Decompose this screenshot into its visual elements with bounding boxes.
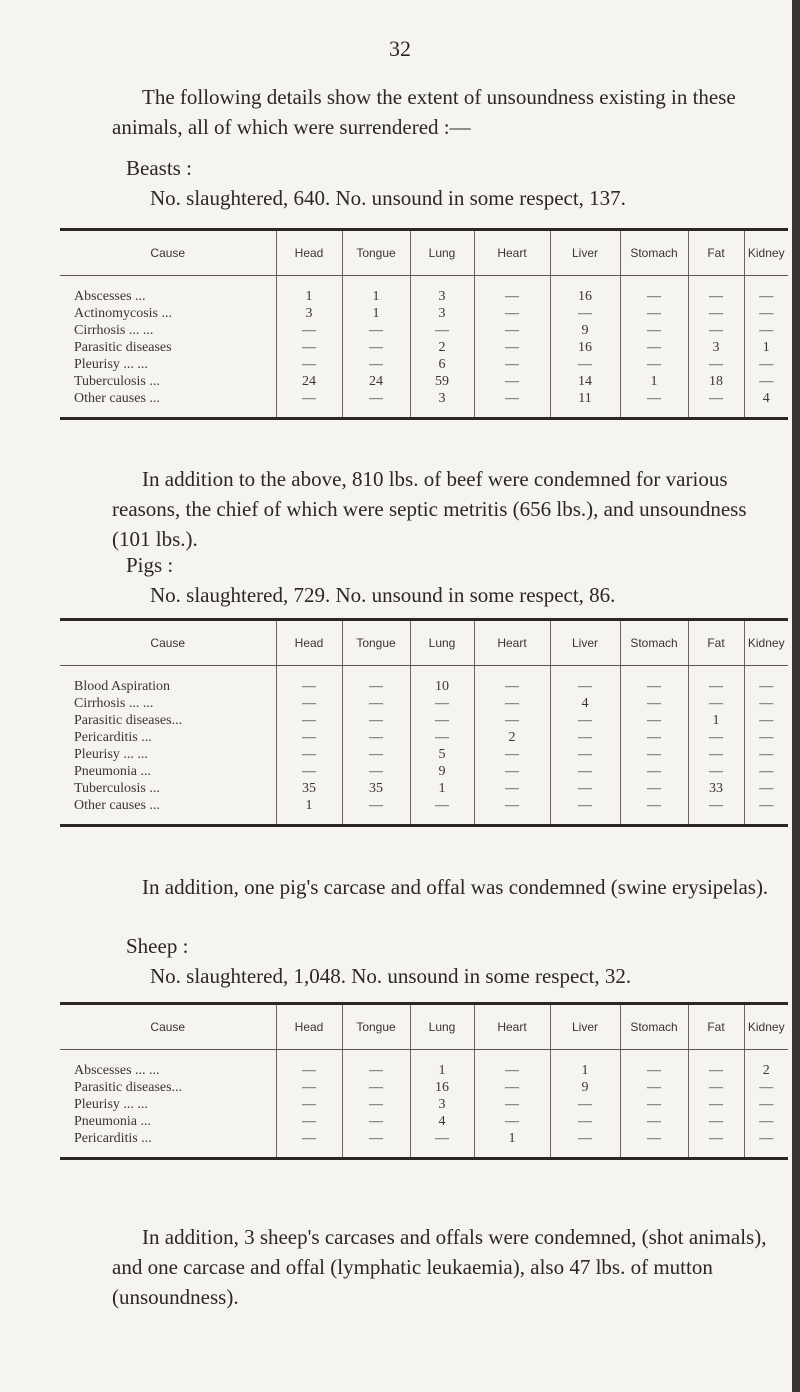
value-cell: — — [474, 712, 550, 729]
value-cell: 2 — [744, 1050, 788, 1080]
cause-cell: Pneumonia ... — [74, 764, 151, 779]
value-cell: — — [688, 695, 744, 712]
value-cell: — — [688, 1050, 744, 1080]
beasts-note: In addition to the above, 810 lbs. of beef were condemned for various reasons, the chief of which were septic metritis (656 lbs.), and unsoundness (101 lbs.). — [112, 467, 747, 551]
value-cell: — — [688, 797, 744, 826]
pigs-stats: No. slaughtered, 729. No. unsound in some respect, 86. — [150, 583, 616, 607]
table-row — [60, 712, 788, 729]
pigs-heading: Pigs : — [126, 553, 174, 577]
value-cell: 59 — [410, 373, 474, 390]
column-header: Fat — [688, 1004, 744, 1050]
value-cell: — — [276, 729, 342, 746]
table-row — [60, 1113, 788, 1130]
column-header: Tongue — [342, 230, 410, 276]
value-cell: 3 — [410, 305, 474, 322]
value-cell: 3 — [410, 276, 474, 306]
column-header: Liver — [550, 230, 620, 276]
table-row — [60, 373, 788, 390]
value-cell: — — [474, 797, 550, 826]
value-cell: — — [744, 712, 788, 729]
column-header: Tongue — [342, 620, 410, 666]
value-cell: — — [474, 1096, 550, 1113]
value-cell: 3 — [276, 305, 342, 322]
value-cell: 9 — [550, 322, 620, 339]
sheep-stats: No. slaughtered, 1,048. No. unsound in some respect, 32. — [150, 964, 632, 988]
value-cell: — — [744, 746, 788, 763]
value-cell: — — [620, 746, 688, 763]
value-cell: 16 — [410, 1079, 474, 1096]
value-cell: 16 — [550, 339, 620, 356]
value-cell: 1 — [342, 276, 410, 306]
value-cell: 1 — [410, 1050, 474, 1080]
value-cell: — — [474, 276, 550, 306]
value-cell: — — [276, 390, 342, 419]
value-cell: 1 — [550, 1050, 620, 1080]
table-row — [60, 305, 788, 322]
value-cell: 4 — [410, 1113, 474, 1130]
value-cell: — — [550, 797, 620, 826]
value-cell: — — [688, 763, 744, 780]
value-cell: 1 — [744, 339, 788, 356]
value-cell: — — [474, 1079, 550, 1096]
value-cell: — — [744, 356, 788, 373]
sheep-note: In addition, 3 sheep's carcases and offals were condemned, (shot animals), and one carcase and offal (lymphatic leukaemia), also 47 lbs. of mutton (unsoundness). — [112, 1225, 767, 1309]
value-cell: — — [688, 276, 744, 306]
column-header: Head — [276, 620, 342, 666]
table-row — [60, 356, 788, 373]
column-header: Lung — [410, 1004, 474, 1050]
value-cell: — — [688, 1096, 744, 1113]
column-header: Liver — [550, 1004, 620, 1050]
beasts-table — [60, 228, 788, 420]
value-cell: 24 — [342, 373, 410, 390]
value-cell: — — [550, 1113, 620, 1130]
column-header: Stomach — [620, 230, 688, 276]
value-cell: — — [620, 763, 688, 780]
value-cell: — — [474, 695, 550, 712]
value-cell: — — [744, 373, 788, 390]
value-cell: — — [474, 1113, 550, 1130]
sheep-heading: Sheep : — [126, 934, 189, 958]
value-cell: — — [688, 1079, 744, 1096]
value-cell: — — [276, 322, 342, 339]
column-header: Head — [276, 230, 342, 276]
table-row — [60, 322, 788, 339]
value-cell: — — [276, 339, 342, 356]
value-cell: 3 — [410, 1096, 474, 1113]
value-cell: — — [276, 763, 342, 780]
cause-cell: Parasitic diseases... — [74, 1080, 183, 1095]
value-cell: — — [342, 322, 410, 339]
beasts-heading: Beasts : — [126, 156, 192, 180]
value-cell: 3 — [688, 339, 744, 356]
value-cell: — — [744, 305, 788, 322]
value-cell: — — [550, 1096, 620, 1113]
value-cell: 4 — [744, 390, 788, 419]
table-row — [60, 1096, 788, 1113]
table-row — [60, 339, 788, 356]
value-cell: 6 — [410, 356, 474, 373]
value-cell: 1 — [410, 780, 474, 797]
value-cell: — — [276, 1096, 342, 1113]
table-row — [60, 1079, 788, 1096]
value-cell: — — [410, 729, 474, 746]
value-cell: — — [342, 390, 410, 419]
value-cell: — — [620, 322, 688, 339]
value-cell: 1 — [474, 1130, 550, 1159]
value-cell: 1 — [342, 305, 410, 322]
value-cell: — — [744, 1079, 788, 1096]
column-header: Lung — [410, 620, 474, 666]
value-cell: — — [744, 1130, 788, 1159]
value-cell: — — [342, 746, 410, 763]
value-cell: — — [276, 666, 342, 696]
cause-cell: Tuberculosis ... — [74, 374, 160, 389]
table-row — [60, 390, 788, 419]
value-cell: — — [342, 1050, 410, 1080]
value-cell: — — [410, 712, 474, 729]
value-cell: — — [620, 1096, 688, 1113]
column-header: Tongue — [342, 1004, 410, 1050]
value-cell: — — [550, 763, 620, 780]
column-header: Kidney — [744, 230, 788, 276]
table-row — [60, 729, 788, 746]
value-cell: — — [276, 1079, 342, 1096]
value-cell: — — [474, 666, 550, 696]
value-cell: — — [276, 695, 342, 712]
table-row — [60, 695, 788, 712]
pigs-note: In addition, one pig's carcase and offal was condemned (swine erysipelas). — [142, 875, 769, 899]
column-header: Heart — [474, 620, 550, 666]
cause-cell: Blood Aspiration — [74, 679, 171, 694]
column-header: Fat — [688, 230, 744, 276]
column-header: Kidney — [744, 620, 788, 666]
cause-cell: Pericarditis ... — [74, 1131, 152, 1146]
value-cell: — — [342, 356, 410, 373]
value-cell: — — [688, 356, 744, 373]
column-header: Stomach — [620, 620, 688, 666]
value-cell: — — [688, 322, 744, 339]
value-cell: 14 — [550, 373, 620, 390]
table-row — [60, 666, 788, 696]
cause-cell: Parasitic diseases — [74, 340, 172, 355]
value-cell: — — [688, 729, 744, 746]
cause-cell: Cirrhosis ... ... — [74, 696, 154, 711]
column-header: Heart — [474, 1004, 550, 1050]
value-cell: — — [744, 276, 788, 306]
value-cell: 2 — [474, 729, 550, 746]
table-header-row — [60, 230, 788, 276]
value-cell: — — [550, 305, 620, 322]
value-cell: — — [342, 695, 410, 712]
value-cell: — — [550, 729, 620, 746]
value-cell: 11 — [550, 390, 620, 419]
value-cell: — — [474, 1050, 550, 1080]
value-cell: — — [688, 1130, 744, 1159]
column-header: Heart — [474, 230, 550, 276]
value-cell: — — [342, 339, 410, 356]
page-number: 32 — [389, 36, 411, 61]
value-cell: — — [744, 1096, 788, 1113]
value-cell: — — [550, 1130, 620, 1159]
value-cell: 4 — [550, 695, 620, 712]
value-cell: — — [620, 339, 688, 356]
value-cell: — — [620, 780, 688, 797]
intro-paragraph: The following details show the extent of unsoundness existing in these animals, all of which were surrendered :— — [112, 85, 736, 139]
value-cell: — — [744, 322, 788, 339]
value-cell: — — [342, 763, 410, 780]
cause-cell: Other causes ... — [74, 798, 160, 813]
value-cell: — — [342, 712, 410, 729]
value-cell: — — [276, 1130, 342, 1159]
table-row — [60, 780, 788, 797]
value-cell: — — [550, 780, 620, 797]
beasts-stats: No. slaughtered, 640. No. unsound in some respect, 137. — [150, 186, 626, 210]
pigs-table — [60, 618, 788, 827]
value-cell: — — [474, 356, 550, 373]
cause-cell: Pneumonia ... — [74, 1114, 151, 1129]
value-cell: — — [688, 390, 744, 419]
sheep-table — [60, 1002, 788, 1160]
value-cell: 10 — [410, 666, 474, 696]
value-cell: — — [688, 746, 744, 763]
value-cell: — — [342, 797, 410, 826]
value-cell: — — [620, 695, 688, 712]
cause-cell: Other causes ... — [74, 391, 160, 406]
value-cell: — — [688, 305, 744, 322]
cause-cell: Pleurisy ... ... — [74, 357, 148, 372]
value-cell: 35 — [342, 780, 410, 797]
column-header: Stomach — [620, 1004, 688, 1050]
value-cell: — — [342, 1113, 410, 1130]
table-header-row — [60, 620, 788, 666]
column-header: Head — [276, 1004, 342, 1050]
value-cell: — — [276, 1113, 342, 1130]
column-header: Cause — [60, 230, 276, 276]
value-cell: 2 — [410, 339, 474, 356]
table-row — [60, 797, 788, 826]
table-header-row — [60, 1004, 788, 1050]
value-cell: 1 — [688, 712, 744, 729]
cause-cell: Abscesses ... — [74, 289, 146, 304]
page-edge — [792, 0, 800, 1392]
value-cell: — — [276, 712, 342, 729]
value-cell: — — [550, 666, 620, 696]
value-cell: — — [410, 695, 474, 712]
value-cell: — — [342, 1096, 410, 1113]
cause-cell: Pericarditis ... — [74, 730, 152, 745]
value-cell: 1 — [620, 373, 688, 390]
value-cell: 16 — [550, 276, 620, 306]
value-cell: — — [744, 1113, 788, 1130]
value-cell: 33 — [688, 780, 744, 797]
value-cell: — — [620, 666, 688, 696]
cause-cell: Tuberculosis ... — [74, 781, 160, 796]
value-cell: — — [474, 305, 550, 322]
value-cell: — — [744, 780, 788, 797]
value-cell: — — [474, 373, 550, 390]
cause-cell: Abscesses ... ... — [74, 1063, 160, 1078]
value-cell: 9 — [410, 763, 474, 780]
value-cell: — — [342, 1130, 410, 1159]
value-cell: — — [474, 390, 550, 419]
column-header: Cause — [60, 620, 276, 666]
value-cell: — — [550, 746, 620, 763]
value-cell: — — [744, 729, 788, 746]
value-cell: — — [550, 712, 620, 729]
cause-cell: Pleurisy ... ... — [74, 747, 148, 762]
value-cell: — — [744, 695, 788, 712]
value-cell: — — [620, 1050, 688, 1080]
value-cell: — — [620, 276, 688, 306]
value-cell: — — [342, 729, 410, 746]
column-header: Fat — [688, 620, 744, 666]
value-cell: — — [474, 780, 550, 797]
value-cell: — — [474, 339, 550, 356]
value-cell: — — [744, 666, 788, 696]
cause-cell: Actinomycosis ... — [74, 306, 172, 321]
value-cell: — — [276, 356, 342, 373]
value-cell: — — [342, 1079, 410, 1096]
value-cell: — — [620, 1113, 688, 1130]
value-cell: 1 — [276, 276, 342, 306]
column-header: Kidney — [744, 1004, 788, 1050]
value-cell: 5 — [410, 746, 474, 763]
value-cell: 35 — [276, 780, 342, 797]
value-cell: 1 — [276, 797, 342, 826]
cause-cell: Parasitic diseases... — [74, 713, 183, 728]
value-cell: — — [410, 322, 474, 339]
value-cell: — — [744, 797, 788, 826]
value-cell: — — [474, 746, 550, 763]
value-cell: 9 — [550, 1079, 620, 1096]
value-cell: — — [410, 797, 474, 826]
value-cell: — — [688, 666, 744, 696]
value-cell: — — [620, 729, 688, 746]
column-header: Lung — [410, 230, 474, 276]
value-cell: — — [620, 356, 688, 373]
table-row — [60, 746, 788, 763]
table-row — [60, 763, 788, 780]
cause-cell: Pleurisy ... ... — [74, 1097, 148, 1112]
value-cell: — — [620, 712, 688, 729]
column-header: Liver — [550, 620, 620, 666]
value-cell: — — [474, 763, 550, 780]
value-cell: — — [276, 746, 342, 763]
value-cell: — — [620, 390, 688, 419]
value-cell: — — [342, 666, 410, 696]
value-cell: — — [474, 322, 550, 339]
value-cell: — — [688, 1113, 744, 1130]
value-cell: — — [620, 1079, 688, 1096]
value-cell: 3 — [410, 390, 474, 419]
value-cell: — — [410, 1130, 474, 1159]
column-header: Cause — [60, 1004, 276, 1050]
value-cell: — — [550, 356, 620, 373]
value-cell: — — [620, 305, 688, 322]
value-cell: 18 — [688, 373, 744, 390]
table-row — [60, 1050, 788, 1080]
value-cell: — — [276, 1050, 342, 1080]
table-row — [60, 276, 788, 306]
value-cell: — — [620, 797, 688, 826]
value-cell: — — [620, 1130, 688, 1159]
value-cell: — — [744, 763, 788, 780]
value-cell: 24 — [276, 373, 342, 390]
table-row — [60, 1130, 788, 1159]
cause-cell: Cirrhosis ... ... — [74, 323, 154, 338]
